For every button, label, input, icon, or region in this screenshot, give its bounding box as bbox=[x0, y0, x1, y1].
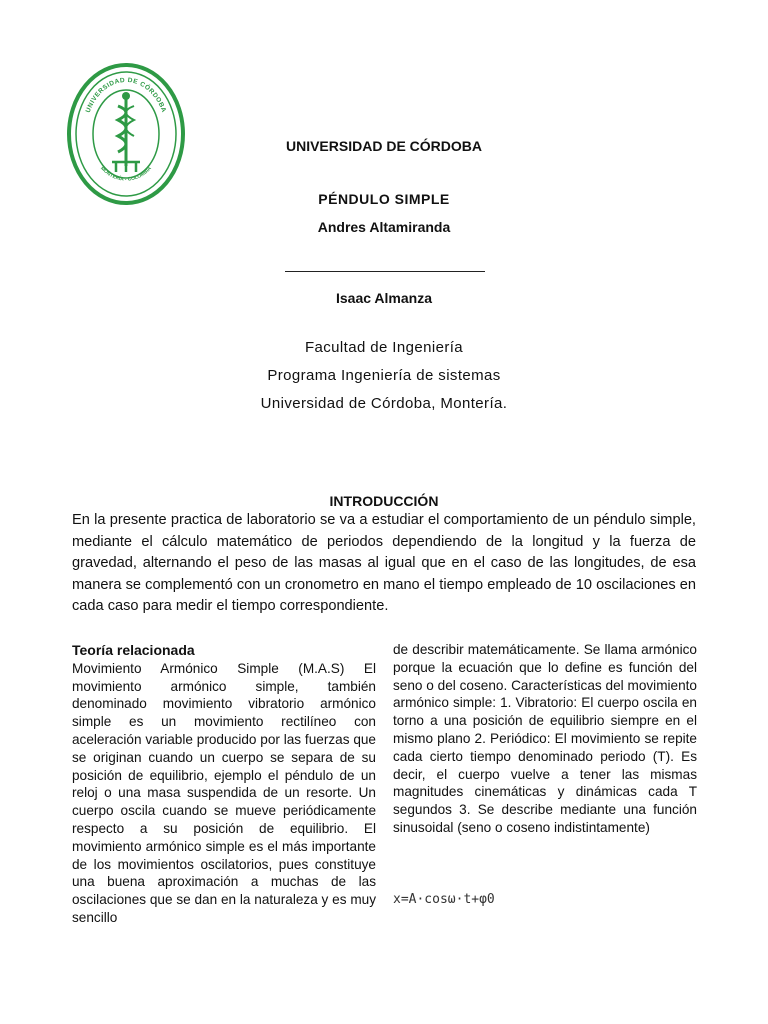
mas-formula: x=A·cosω·t+φ0 bbox=[393, 892, 495, 907]
introduction-paragraph: En la presente practica de laboratorio se va a estudiar el comportamiento de un péndulo simple, mediante el cálculo matemático de periodos dependiendo de la longitud y la fuerza de gravedad, alternando el peso de las masas al igual que en el caso de las longitudes, de esa manera se complementó con un cronometro en mano el tiempo empleado de 10 oscilaciones en cada caso para medir el tiempo correspondiente. bbox=[72, 512, 696, 614]
svg-text:UNIVERSIDAD DE CÓRDOBA: UNIVERSIDAD DE CÓRDOBA bbox=[84, 76, 168, 114]
author-name-2: Isaac Almanza bbox=[336, 290, 432, 306]
theory-heading: Teoría relacionada bbox=[72, 642, 195, 658]
faculty-name: Facultad de Ingeniería bbox=[304, 339, 464, 356]
introduction-heading: INTRODUCCIÓN bbox=[329, 493, 439, 509]
theory-right-text: de describir matemáticamente. Se llama armónico porque la ecuación que lo define es función del seno o del coseno. Características del movimiento armónico simple: 1. Vibratorio: El cuerpo oscila en torno a una posición de equilibrio siempre en el mismo plano 2. Periódico: El movimiento se repite cada cierto tiempo denominado periodo (T). Es decir, el cuerpo vuelve a tener las mismas magnitudes cinemáticas y dinámicas cada T segundos 3. Se describe mediante una función sinusoidal (seno o coseno indistintamente) bbox=[393, 642, 697, 835]
document-title: PÉNDULO SIMPLE bbox=[318, 191, 450, 207]
theory-left-text: Movimiento Armónico Simple (M.A.S) El movimiento armónico simple, también denominado movimiento vibratorio armónico simple es un movimiento rectilíneo con aceleración variable producido por las fuerzas que se originan cuando un cuerpo se separa de su posición de equilibrio, ejemplo el péndulo de un reloj o una masa suspendida de un resorte. Un cuerpo oscila cuando se mueve periódicamente respecto a su posición de equilibrio. El movimiento armónico simple es el más importante de los movimientos oscilatorios, pues constituye una buena aproximación a muchas de las oscilaciones que se dan en la naturaleza y es muy sencillo bbox=[72, 660, 376, 925]
theory-right-column bbox=[393, 641, 697, 837]
svg-text:MONTERÍA - COLOMBIA: MONTERÍA - COLOMBIA bbox=[99, 165, 153, 183]
theory-left-column bbox=[72, 642, 376, 927]
separator-line bbox=[285, 271, 485, 272]
author-name-1: Andres Altamiranda bbox=[317, 219, 451, 235]
university-seal-logo bbox=[66, 62, 186, 206]
location: Universidad de Córdoba, Montería. bbox=[260, 395, 508, 412]
university-name: UNIVERSIDAD DE CÓRDOBA bbox=[285, 138, 482, 154]
program-name: Programa Ingeniería de sistemas bbox=[267, 367, 501, 384]
